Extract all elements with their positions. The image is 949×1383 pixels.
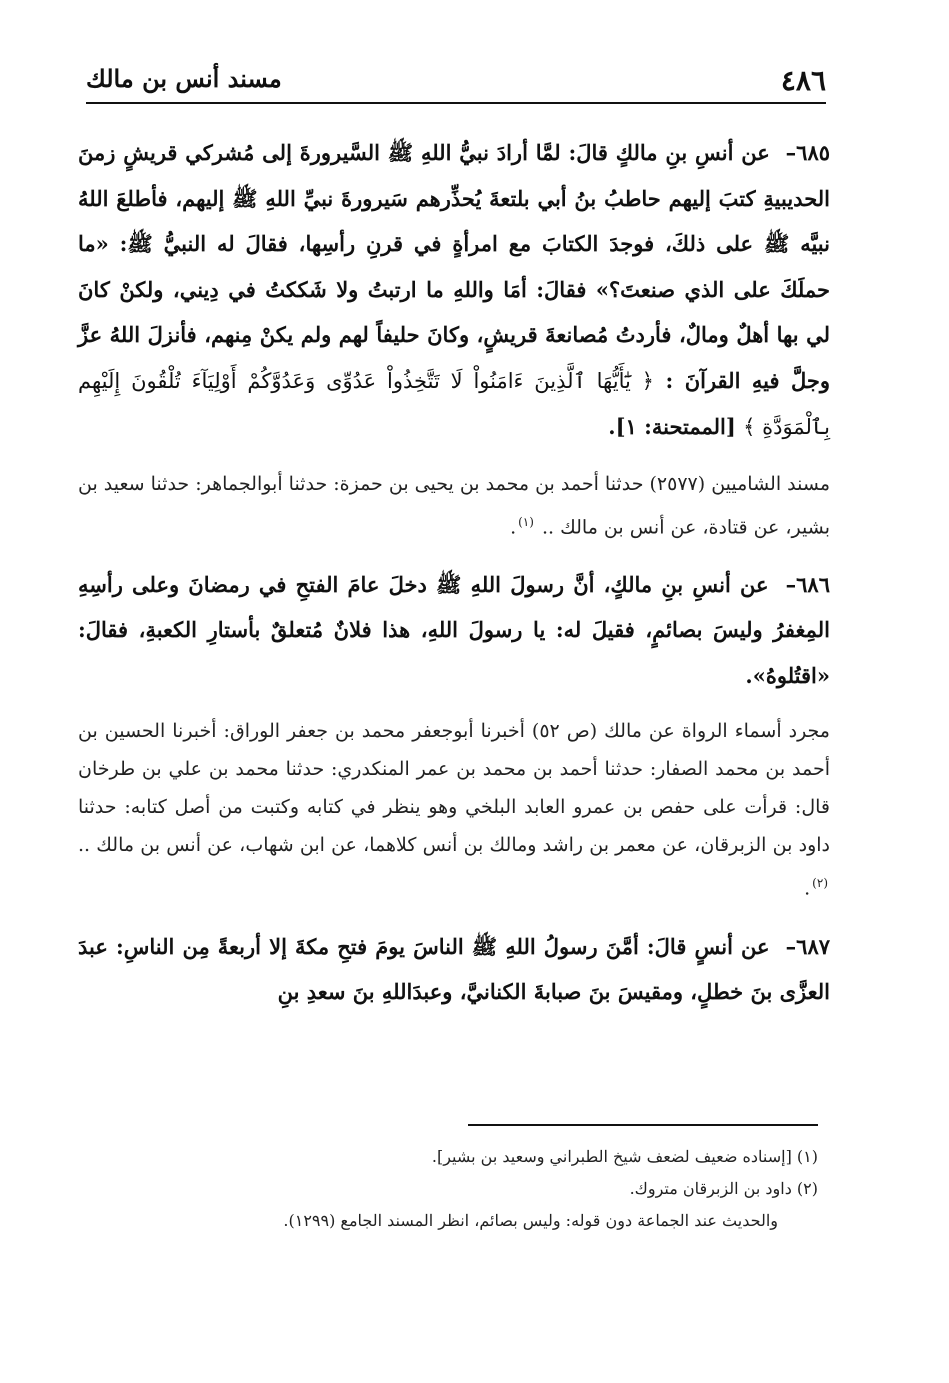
footnote-separator [468, 1124, 818, 1126]
header-rule [86, 102, 826, 104]
footnote-ref[interactable]: (١) [518, 514, 534, 529]
source-citation-2: مجرد أسماء الرواة عن مالك (ص ٥٢) أخبرنا أبوجعفر محمد بن جعفر الوراق: أخبرنا الحسين بن أحمد بن محمد الصفار: حدثنا أحمد بن محمد بن عمر المنكدري: حدثنا محمد بن علي بن طرخان قال: قرأت على حفص بن عمرو العابد البلخي وهو ينظر في كتابه وكتبت من أصل كتابه: حدثنا داود بن الزبرقان، عن معمر بن راشد ومالك بن أنس كلاهما، عن ابن شهاب، عن أنس بن مالك .. $^{(٢)}$. [78, 720, 830, 900]
page-content [78, 130, 830, 1029]
source-text: مسند الشاميين (٢٥٧٧) حدثنا أحمد بن محمد بن يحيى بن حمزة: حدثنا أبوالجماهر: حدثنا سعيد بن بشير، عن قتادة، عن أنس بن مالك .. [78, 472, 830, 538]
hadith-text: عن أنسِ بنِ مالكٍ قالَ: لمَّا أرادَ نبيُّ اللهِ ﷺ السَّيرورةَ إلى مُشركي قريشٍ زمنَ الحديبيةِ كتبَ إليهم حاطبُ بنُ أبي بلتعةَ يُحذِّرهم سَيرورةَ نبيِّ اللهِ ﷺ إليهم، فأطلعَ اللهُ نبيَّه ﷺ على ذلكَ، فوجدَ الكتابَ مع امرأةٍ في قرنِ رأسِها، فقالَ له النبيُّ ﷺ: «ما حملَكَ على الذي صنعتَ؟» فقالَ: أمَا واللهِ ما ارتبتُ ولا شَككتُ في دِيني، ولكنْ كانَ لي بها أهلٌ ومالٌ، فأردتُ مُصانعةَ قريشٍ، وكانَ حليفاً لهم ولم يكنْ مِنهم، فأنزلَ اللهُ عزَّ وجلَّ فيهِ القرآنَ : [78, 140, 831, 393]
running-title: مسند أنس بن مالك [86, 64, 282, 93]
footnote-2: (٢) داود بن الزبرقان متروك. [629, 1179, 818, 1198]
footnotes [100, 1142, 818, 1238]
page-header [86, 60, 826, 100]
hadith-687 [78, 924, 830, 1015]
footnote-1: (١) [إسناده ضعيف لضعف شيخ الطبراني وسعيد بن بشير]. [431, 1147, 818, 1166]
hadith-685 [78, 130, 830, 451]
page-number: ٤٨٦ [780, 64, 826, 97]
quran-reference: [الممتحنة: ١]. [608, 414, 736, 439]
hadith-text: عن أنسٍ قالَ: أمَّنَ رسولُ اللهِ ﷺ الناسَ يومَ فتحِ مكةَ إلا أربعةً مِن الناسِ: عبدَ العزَّى بنَ خطلٍ، ومقيسَ بنَ صبابةَ الكنانيَّ، وعبدَاللهِ بنَ سعدِ بنِ [78, 933, 830, 1005]
footnote-note: والحديث عند الجماعة دون قوله: وليس بصائم، انظر المسند الجامع (١٢٩٩). [283, 1211, 778, 1230]
source-citation-1: مسند الشاميين (٢٥٧٧) حدثنا أحمد بن محمد بن يحيى بن حمزة: حدثنا أبوالجماهر: حدثنا سعيد بن بشير، عن قتادة، عن أنس بن مالك .. $^{(١)}$. [78, 472, 830, 538]
hadith-number: ٦٨٦– [785, 571, 830, 597]
quran-verse: ﴿ يَٰٓأَيُّهَا ٱلَّذِينَ ءَامَنُواْ لَا تَتَّخِذُواْ عَدُوِّى وَعَدُوَّكُمْ أَوْلِيَآءَ تُلْقُونَ إِلَيْهِم بِٱلْمَوَدَّةِ ﴾ [78, 368, 830, 439]
hadith-686 [78, 562, 830, 699]
hadith-text: عن أنسِ بنِ مالكٍ، أنَّ رسولَ اللهِ ﷺ دخلَ عامَ الفتحِ في رمضانَ وعلى رأسِهِ المِغفرُ وليسَ بصائمٍ، فقيلَ له: يا رسولَ اللهِ، هذا فلانٌ مُتعلقٌ بأستارِ الكعبةِ، فقالَ: «اقتُلوهُ». [78, 571, 830, 688]
footnote-ref[interactable]: (٢) [812, 876, 828, 891]
hadith-number: ٦٨٥– [785, 140, 831, 165]
source-text: مجرد أسماء الرواة عن مالك (ص ٥٢) أخبرنا أبوجعفر محمد بن جعفر الوراق: أخبرنا الحسين بن أحمد بن محمد الصفار: حدثنا أحمد بن محمد بن عمر المنكدري: حدثنا محمد بن علي بن طرخان قال: قرأت على حفص بن عمرو العابد البلخي وهو ينظر في كتابه وكتبت من أصل كتابه: حدثنا داود بن الزبرقان، عن معمر بن راشد ومالك بن أنس كلاهما، عن ابن شهاب، عن أنس بن مالك .. [78, 720, 830, 857]
hadith-number: ٦٨٧– [785, 933, 831, 959]
